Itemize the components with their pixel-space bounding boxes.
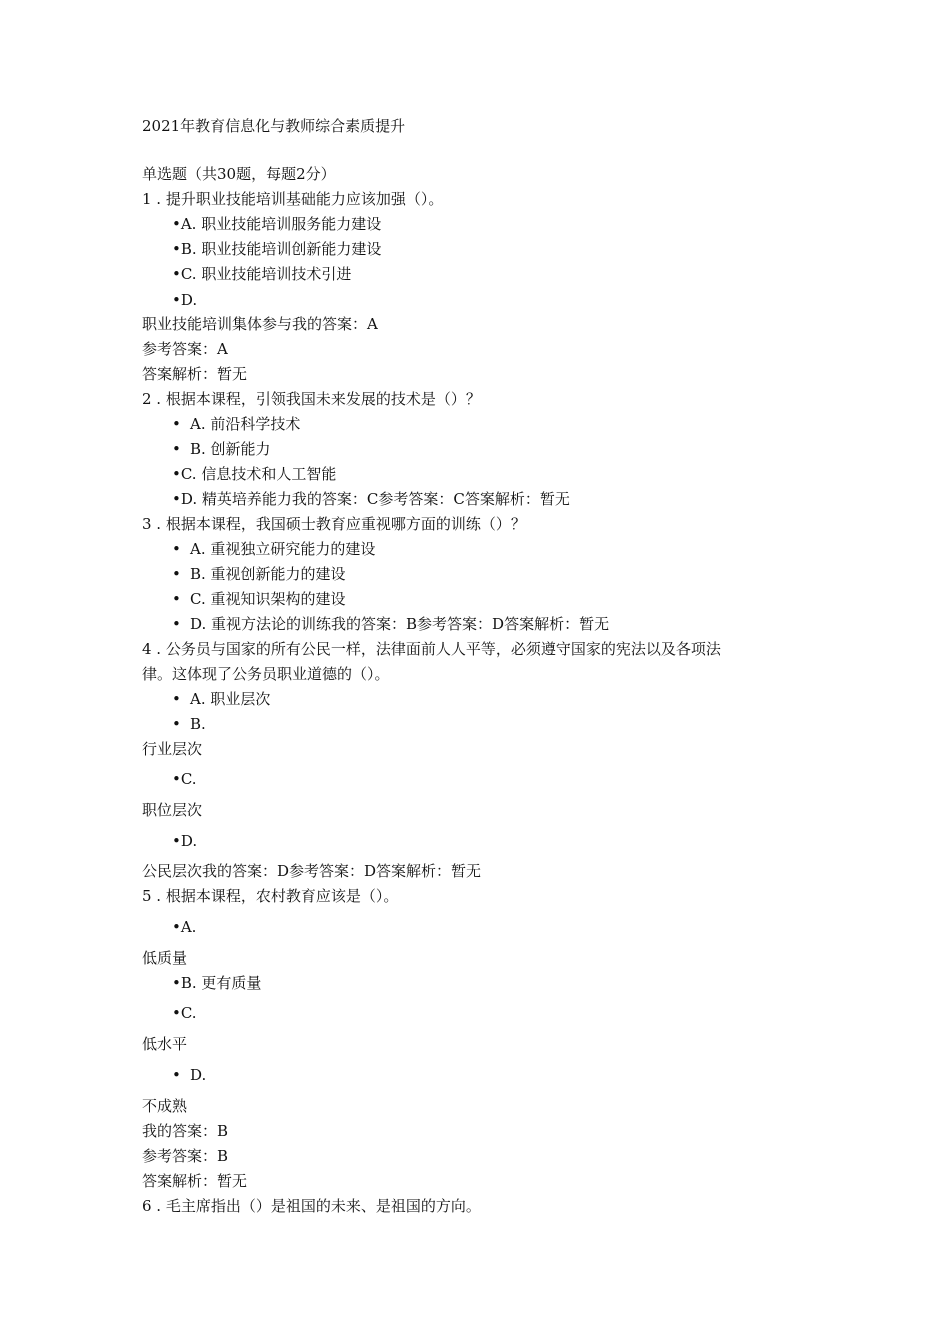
question-4-stem-line-1: 4 . 公务员与国家的所有公民一样，法律面前人人平等，必须遵守国家的宪法以及各项法 [142, 640, 721, 658]
question-1-reference-answer: 参考答案：A [142, 340, 228, 358]
question-3-option-a: A. 重视独立研究能力的建设 [190, 540, 376, 558]
question-1-option-c: •C. 职业技能培训技术引进 [172, 265, 352, 283]
question-5-option-b: •B. 更有质量 [172, 974, 262, 992]
question-2-option-c: •C. 信息技术和人工智能 [172, 465, 337, 483]
document-title: 2021年教育信息化与教师综合素质提升 [142, 117, 406, 135]
bullet-icon: • [172, 540, 181, 558]
bullet-icon: • [172, 440, 181, 458]
question-3-option-c: C. 重视知识架构的建设 [190, 590, 346, 608]
question-4-option-d: •D. [172, 832, 198, 850]
question-2-option-d: •D. 精英培养能力我的答案：C参考答案：C答案解析：暂无 [172, 490, 570, 508]
question-1-stem: 1 . 提升职业技能培训基础能力应该加强（）。 [142, 190, 444, 208]
question-4-option-b: B. [190, 715, 206, 733]
question-5-my-answer: 我的答案：B [142, 1122, 229, 1140]
question-1-option-d-text: 职业技能培训集体参与我的答案：A [142, 315, 378, 333]
bullet-icon: • [172, 690, 181, 708]
question-4-option-d-text: 公民层次我的答案：D参考答案：D答案解析：暂无 [142, 862, 482, 880]
question-6-stem: 6 . 毛主席指出（）是祖国的未来、是祖国的方向。 [142, 1197, 481, 1215]
bullet-icon: • [172, 715, 181, 733]
question-2-option-a: A. 前沿科学技术 [190, 415, 301, 433]
bullet-icon: • [172, 565, 181, 583]
section-header: 单选题（共30题，每题2分） [142, 165, 336, 183]
question-3-option-d: D. 重视方法论的训练我的答案：B参考答案：D答案解析：暂无 [190, 615, 610, 633]
question-5-option-c: •C. [172, 1004, 197, 1022]
question-5-option-d-text: 不成熟 [142, 1097, 188, 1115]
question-5-option-c-text: 低水平 [142, 1035, 188, 1053]
bullet-icon: • [172, 615, 181, 633]
question-5-option-a-text: 低质量 [142, 949, 188, 967]
bullet-icon: • [172, 1066, 181, 1084]
question-3-stem: 3 . 根据本课程，我国硕士教育应重视哪方面的训练（）？ [142, 515, 526, 533]
question-3-option-b: B. 重视创新能力的建设 [190, 565, 346, 583]
question-1-option-b: •B. 职业技能培训创新能力建设 [172, 240, 382, 258]
question-1-option-d: •D. [172, 291, 198, 309]
bullet-icon: • [172, 415, 181, 433]
question-5-analysis: 答案解析：暂无 [142, 1172, 248, 1190]
question-2-option-b: B. 创新能力 [190, 440, 271, 458]
bullet-icon: • [172, 590, 181, 608]
question-5-stem: 5 . 根据本课程，农村教育应该是（）。 [142, 887, 399, 905]
question-4-stem-line-2: 律。这体现了公务员职业道德的（）。 [142, 665, 390, 683]
question-5-option-a: •A. [172, 918, 197, 936]
question-1-analysis: 答案解析：暂无 [142, 365, 248, 383]
question-5-reference-answer: 参考答案：B [142, 1147, 229, 1165]
question-2-stem: 2 . 根据本课程，引领我国未来发展的技术是（）？ [142, 390, 481, 408]
question-4-option-c: •C. [172, 770, 197, 788]
question-4-option-b-text: 行业层次 [142, 740, 203, 758]
question-4-option-a: A. 职业层次 [190, 690, 271, 708]
question-5-option-d: D. [190, 1066, 207, 1084]
question-1-option-a: •A. 职业技能培训服务能力建设 [172, 215, 382, 233]
question-4-option-c-text: 职位层次 [142, 801, 203, 819]
